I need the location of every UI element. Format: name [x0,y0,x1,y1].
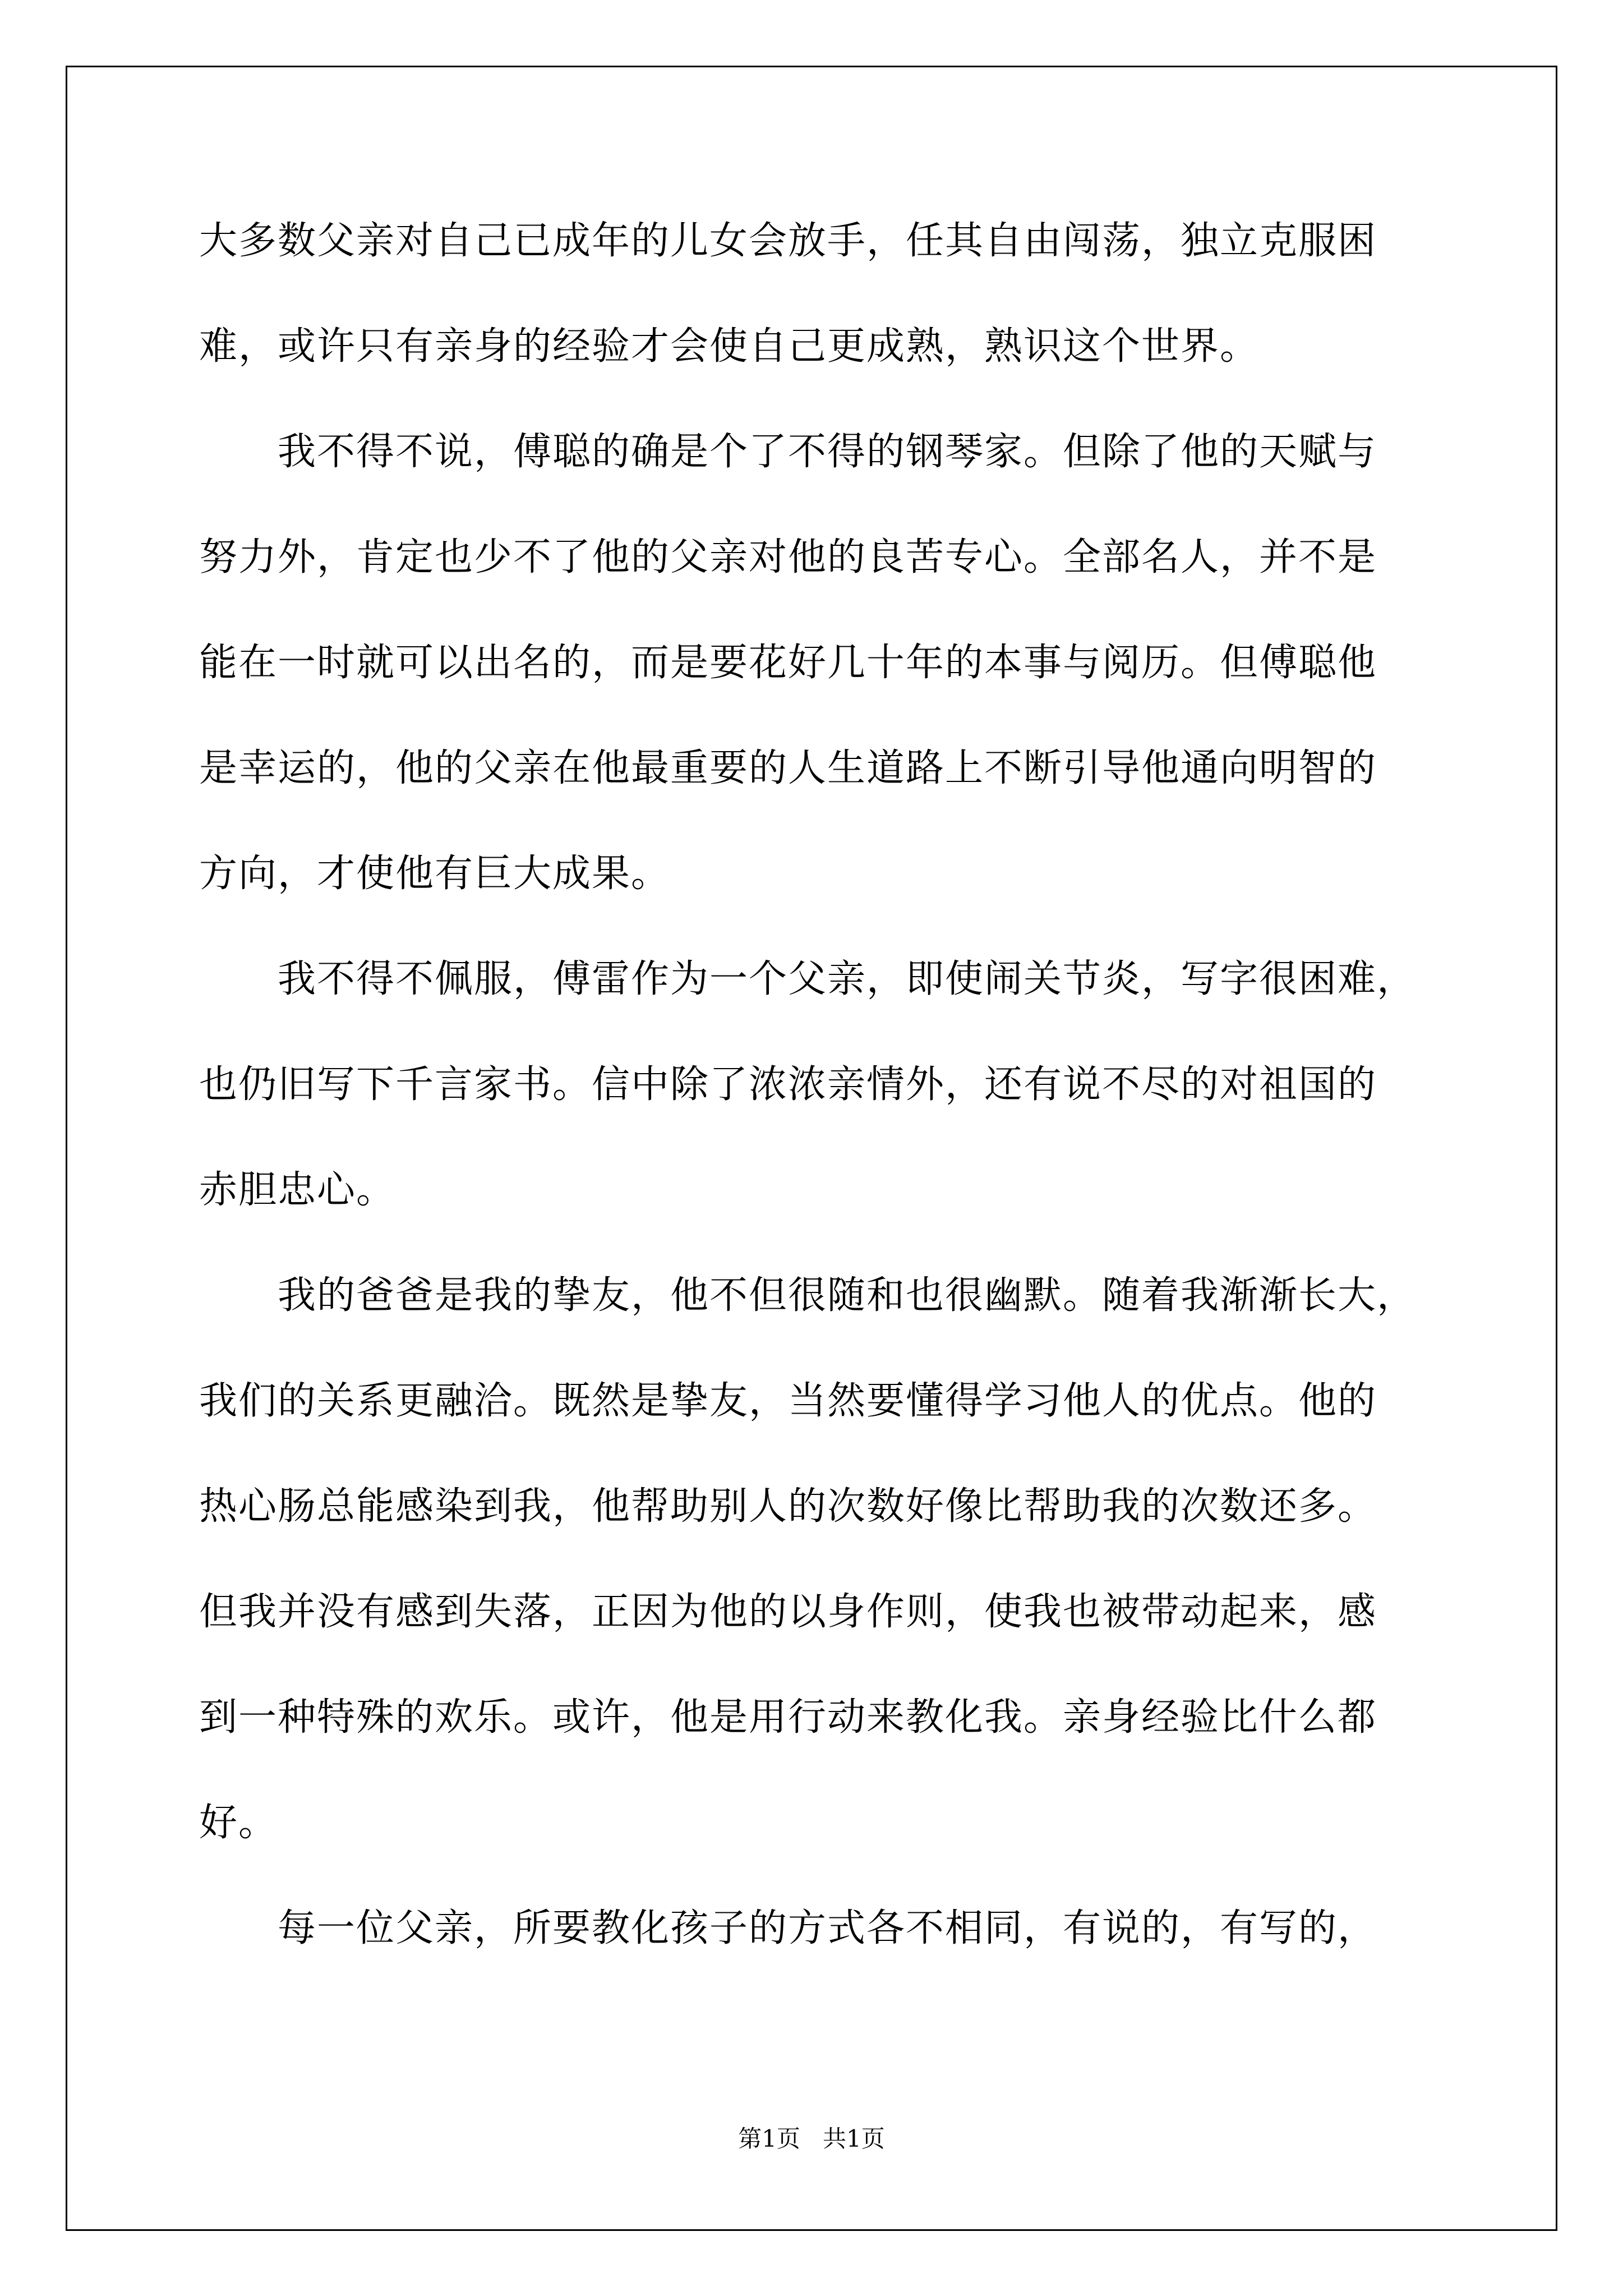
text-line: 每一位父亲，所要教化孩子的方式各不相同，有说的，有写的， [199,1906,1377,1950]
text-line: 赤胆忠心。 [199,1168,396,1212]
text-line: 我们的关系更融洽。既然是挚友，当然要懂得学习他人的优点。他的 [199,1379,1377,1423]
text-line: 热心肠总能感染到我，他帮助别人的次数好像比帮助我的次数还多。 [199,1484,1377,1529]
text-line: 到一种特殊的欢乐。或许，他是用行动来教化我。亲身经验比什么都 [199,1695,1377,1740]
text-line: 是幸运的，他的父亲在他最重要的人生道路上不断引导他通向明智的 [199,746,1377,790]
text-line: 我的爸爸是我的挚友，他不但很随和也很幽默。随着我渐渐长大， [199,1273,1417,1318]
text-line: 大多数父亲对自己已成年的儿女会放手，任其自由闯荡，独立克服困 [199,219,1377,263]
text-line: 我不得不佩服，傅雷作为一个父亲，即使闹关节炎，写字很困难， [199,957,1417,1001]
page-footer [0,2125,1623,2153]
page-total: 共1页 [823,2125,885,2152]
text-line: 方向，才使他有巨大成果。 [199,852,671,896]
text-line: 好。 [199,1801,278,1845]
text-line: 努力外，肯定也少不了他的父亲对他的良苦专心。全部名人，并不是 [199,535,1377,579]
text-line: 也仍旧写下千言家书。信中除了浓浓亲情外，还有说不尽的对祖国的 [199,1062,1377,1107]
text-line: 但我并没有感到失落，正因为他的以身作则，使我也被带动起来，感 [199,1590,1377,1634]
document-body [199,216,1422,2009]
text-line: 难，或许只有亲身的经验才会使自己更成熟，熟识这个世界。 [199,324,1260,369]
text-line: 能在一时就可以出名的，而是要花好几十年的本事与阅历。但傅聪他 [199,641,1377,685]
page-number: 第1页 [738,2125,800,2152]
text-line: 我不得不说，傅聪的确是个了不得的钢琴家。但除了他的天赋与 [199,430,1377,474]
